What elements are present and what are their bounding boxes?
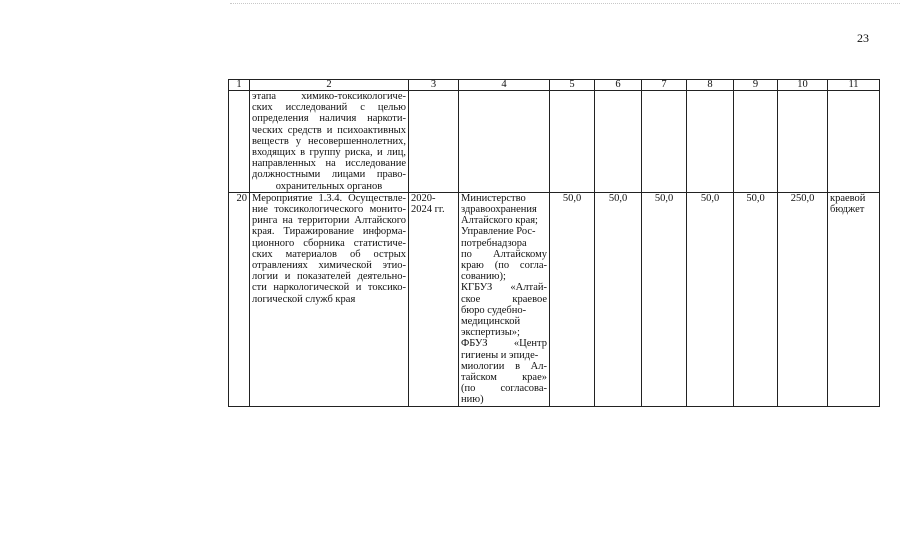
value-cell-5: 50,0 [550, 192, 595, 406]
period-line: 2020- [411, 192, 436, 204]
executor-line: экспертизы»; [461, 327, 520, 339]
description-line: охранительных органов [275, 180, 383, 192]
executor-line: бюро судебно- [461, 304, 527, 316]
source-cell [828, 91, 880, 193]
value-cell-9: 50,0 [734, 192, 778, 406]
value-cell-6: 50,0 [595, 192, 642, 406]
description-line: ринга на территории Алтайского [252, 215, 406, 227]
source-line: бюджет [830, 204, 865, 216]
period-cell [409, 91, 459, 193]
source-line: краевой [830, 192, 866, 204]
col-header-4: 4 [459, 80, 550, 91]
col-header-11: 11 [828, 80, 880, 91]
description-line: ческих средств и психоактивных [252, 124, 406, 136]
value-cell-10: 250,0 [778, 192, 828, 406]
executors-cell [459, 91, 550, 193]
executor-line: нию) [461, 394, 484, 406]
source-cell [828, 192, 880, 406]
description-line: отравлениях химической этио- [252, 260, 406, 272]
program-table [228, 79, 880, 407]
period-line: 2024 гг. [411, 204, 445, 216]
executor-line: гигиены и эпиде- [461, 349, 539, 361]
description-line: ние токсикологического монито- [252, 204, 406, 216]
description-line: логии и показателей деятельно- [252, 271, 406, 283]
col-header-7: 7 [642, 80, 687, 91]
executor-line: ское краевое [461, 293, 547, 305]
col-header-6: 6 [595, 80, 642, 91]
executor-line: Министерство [461, 192, 526, 204]
value-cell [778, 91, 828, 193]
col-header-10: 10 [778, 80, 828, 91]
table-row-20 [229, 192, 880, 406]
description-cell [250, 192, 409, 406]
description-line: определения наличия наркоти- [252, 113, 406, 125]
description-line: должностными лицами право- [252, 169, 406, 181]
col-header-5: 5 [550, 80, 595, 91]
description-line: направленных на исследование [252, 158, 406, 170]
description-line: Мероприятие 1.3.4. Осуществле- [252, 192, 406, 204]
executor-line: здравоохранения [461, 204, 537, 216]
executor-line: тайском крае» [461, 372, 547, 384]
description-line: ских материалов об острых [252, 248, 406, 260]
value-cell [734, 91, 778, 193]
col-header-1: 1 [229, 80, 250, 91]
value-cell [595, 91, 642, 193]
executor-line: сованию); [461, 271, 506, 283]
col-header-8: 8 [687, 80, 734, 91]
executor-line: медицинской [461, 316, 521, 328]
description-cell [250, 91, 409, 193]
description-line: сти наркологической и токсико- [252, 282, 406, 294]
executors-cell [459, 192, 550, 406]
description-line: ционного сборника статистиче- [252, 237, 406, 249]
executor-line: потребнадзора [461, 237, 527, 249]
description-line: логической служб края [252, 293, 356, 305]
scan-artifact-line [230, 3, 900, 4]
value-cell [550, 91, 595, 193]
executor-line: ФБУЗ «Центр [461, 338, 547, 350]
col-header-3: 3 [409, 80, 459, 91]
value-cell [687, 91, 734, 193]
col-header-2: 2 [250, 80, 409, 91]
row-num-cell: 20 [229, 192, 250, 406]
executor-line: (по согласова- [461, 383, 547, 395]
value-cell-8: 50,0 [687, 192, 734, 406]
description-line: веществ у несовершеннолетних, [252, 135, 406, 147]
executor-line: КГБУЗ «Алтай- [461, 282, 547, 294]
executor-line: краю (по согла- [461, 260, 547, 272]
value-cell [642, 91, 687, 193]
executor-line: Управление Рос- [461, 226, 536, 238]
description-line: входящих в группу риска, и лиц, [252, 147, 406, 159]
description-line: края. Тиражирование информа- [252, 226, 406, 238]
row-num-cell [229, 91, 250, 193]
executor-line: Алтайского края; [461, 215, 538, 227]
column-number-row [229, 80, 880, 91]
executor-line: по Алтайскому [461, 248, 547, 260]
executor-line: миологии в Ал- [461, 360, 547, 372]
period-cell [409, 192, 459, 406]
col-header-9: 9 [734, 80, 778, 91]
value-cell-7: 50,0 [642, 192, 687, 406]
page-number: 23 [857, 31, 869, 45]
description-line: ских исследований с целью [252, 102, 406, 114]
description-line: этапа химико-токсикологиче- [252, 91, 406, 102]
table-row-continued [229, 91, 880, 193]
